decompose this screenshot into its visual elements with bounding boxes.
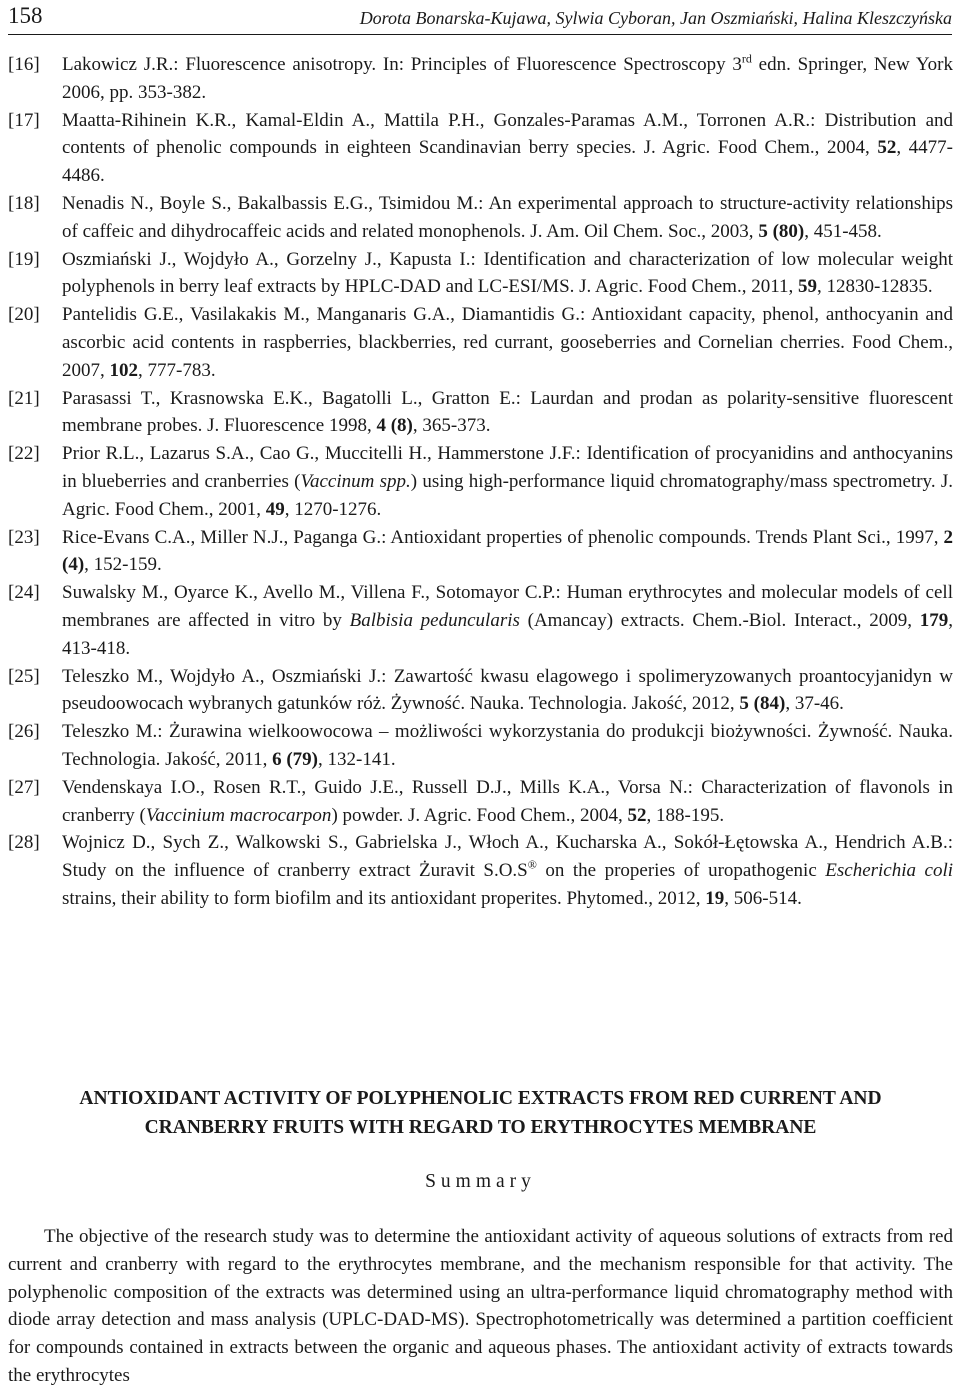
reference-number: [27] <box>8 776 40 798</box>
bold-text: 2 (4) <box>62 526 953 576</box>
reference-text <box>62 304 953 381</box>
reference-text <box>62 193 953 242</box>
italic-text: Vaccinum spp. <box>300 470 411 492</box>
bold-text: 52 <box>877 137 897 159</box>
reference-entry <box>8 718 953 774</box>
reference-text-run: Vendenskaya I.O., Rosen R.T., Guido J.E., Russell D.J., Mills K.A., Vorsa N.: Characterization of flavonols in cranberry ( <box>62 776 953 826</box>
reference-text <box>62 110 953 187</box>
reference-text-run: Teleszko M., Wojdyło A., Oszmiański J.: Zawartość kwasu elagowego i spolimeryzowanych proantocyjanidyn w pseudoowocach wybranych gatunków róż. Żywność. Nauka. Technologia. Jakość, 2012, <box>62 665 953 715</box>
reference-entry <box>8 246 953 302</box>
reference-text-run: ) using high-performance liquid chromatography/mass spectrometry. J. Agric. Food Chem., 2001, <box>62 470 953 520</box>
abstract-title-line-2: CRANBERRY FRUITS WITH REGARD TO ERYTHROCYTES MEMBRANE <box>144 1116 817 1138</box>
bold-text: 179 <box>919 609 949 631</box>
reference-text <box>62 443 953 520</box>
reference-text <box>62 666 953 715</box>
summary-heading: Summary <box>425 1171 536 1192</box>
reference-text-run: , 777-783. <box>138 359 216 381</box>
bold-text: 59 <box>798 276 817 298</box>
page-number: 158 <box>8 3 43 28</box>
reference-text-run: , 506-514. <box>724 887 802 909</box>
reference-text-run: Wojnicz D., Sych Z., Walkowski S., Gabrielska J., Włoch A., Kucharska A., Sokół-Łętowska A., Hendrich A.B.: Study on the influence of cranberry extract Żuravit S.O.S <box>62 832 953 882</box>
reference-text-run: on the properies of uropathogenic <box>536 860 826 882</box>
reference-number: [21] <box>8 387 40 409</box>
bold-text: 5 (80) <box>758 220 805 242</box>
reference-entry <box>8 440 953 523</box>
reference-text <box>62 582 953 659</box>
reference-text-run: , 365-373. <box>412 415 491 437</box>
running-head-authors: Dorota Bonarska-Kujawa, Sylwia Cyboran, Jan Oszmiański, Halina Kleszczyńska <box>359 8 952 28</box>
reference-text-run: , 451-458. <box>804 220 882 242</box>
reference-number: [25] <box>8 665 40 687</box>
reference-text <box>62 51 953 103</box>
reference-text-run: strains, their ability to form biofilm and its antioxidant properites. Phytomed., 2012, <box>62 887 706 909</box>
superscript-text: ® <box>527 857 537 872</box>
reference-text-run: , 12830-12835. <box>817 276 933 298</box>
reference-text-run: , 1270-1276. <box>284 498 382 520</box>
reference-entry <box>8 829 953 912</box>
reference-text-run: Lakowicz J.R.: Fluorescence anisotropy. In: Principles of Fluorescence Spectroscopy 3 <box>62 54 742 75</box>
reference-entry <box>8 663 953 719</box>
superscript-text: rd <box>741 51 752 66</box>
reference-text-run: Pantelidis G.E., Vasilakakis M., Manganaris G.A., Diamantidis G.: Antioxidant capacity, phenol, anthocyanin and ascorbic acid contents in raspberries, blackberries, red currant, gooseberries and Cornelian cherries. Food Chem., 2007, <box>62 304 953 381</box>
reference-text-run: , 4477-4486. <box>62 137 954 187</box>
reference-text <box>62 832 953 909</box>
bold-text: 52 <box>627 804 647 826</box>
reference-entry <box>8 190 953 246</box>
reference-entry <box>8 301 953 384</box>
reference-entry <box>8 774 953 830</box>
reference-text-run: edn. Springer, New York 2006, pp. 353-382. <box>62 54 953 103</box>
reference-number: [24] <box>8 582 40 604</box>
bold-text: 5 (84) <box>739 693 786 715</box>
reference-text <box>62 249 953 298</box>
running-head <box>8 2 952 34</box>
reference-number: [18] <box>8 192 40 214</box>
bold-text: 102 <box>109 359 138 381</box>
reference-text <box>62 777 953 826</box>
reference-text-run: , 188-195. <box>646 804 725 826</box>
header-rule <box>8 34 952 35</box>
reference-text-run: Nenadis N., Boyle S., Bakalbassis E.G., Tsimidou M.: An experimental approach to structure-activity relationships of caffeic and dihydrocaffeic acids and related monophenols. J. Am. Oil Chem. Soc., 2003, <box>62 192 953 242</box>
reference-number: [23] <box>8 526 40 548</box>
reference-number: [26] <box>8 721 40 743</box>
reference-number: [20] <box>8 304 40 326</box>
reference-entry <box>8 579 953 662</box>
italic-text: Balbisia peduncularis <box>349 609 520 631</box>
bold-text: 49 <box>265 498 285 520</box>
bold-text: 6 (79) <box>272 748 318 770</box>
bold-text: 4 (8) <box>376 415 413 437</box>
reference-text-run: Parasassi T., Krasnowska E.K., Bagatolli L., Gratton E.: Laurdan and prodan as polarity-sensitive fluorescent membrane probes. J. Fluorescence 1998, <box>62 387 953 437</box>
reference-text-run: (Amancay) extracts. Chem.-Biol. Interact., 2009, <box>519 609 920 631</box>
reference-text-run: Teleszko M.: Żurawina wielkoowocowa – możliwości wykorzystania do produkcji biożywności. Żywność. Nauka. Technologia. Jakość, 2011, <box>62 721 953 770</box>
reference-entry <box>8 385 953 441</box>
reference-entry <box>8 51 953 107</box>
reference-text-run: Rice-Evans C.A., Miller N.J., Paganga G.: Antioxidant properties of phenolic compounds. Trends Plant Sci., 1997, <box>62 526 944 548</box>
reference-text-run: , 132-141. <box>318 748 396 770</box>
reference-number: [17] <box>8 109 40 131</box>
reference-number: [28] <box>8 832 40 854</box>
reference-list <box>8 51 953 913</box>
reference-text-run: , 152-159. <box>84 554 162 576</box>
reference-text <box>62 388 953 437</box>
bold-text: 19 <box>705 887 725 909</box>
reference-text <box>62 527 953 576</box>
abstract-title <box>8 1085 953 1142</box>
reference-number: [19] <box>8 248 40 270</box>
italic-text: Escherichia coli <box>825 860 954 882</box>
reference-text-run: Maatta-Rihinein K.R., Kamal-Eldin A., Mattila P.H., Gonzales-Paramas A.M., Torronen A.R.: Distribution and contents of phenolic compounds in eighteen Scandinavian berry species. J. Agric. Food Chem., 2004, <box>62 109 953 159</box>
reference-text <box>62 721 953 770</box>
abstract-title-line-1: ANTIOXIDANT ACTIVITY OF POLYPHENOLIC EXTRACTS FROM RED CURRENT AND <box>79 1088 882 1109</box>
reference-text-run: , 413-418. <box>62 609 953 659</box>
reference-text-run: Suwalsky M., Oyarce K., Avello M., Villena F., Sotomayor C.P.: Human erythrocytes and molecular models of cell membranes are affected in vitro by <box>62 582 953 631</box>
reference-text-run: ) powder. J. Agric. Food Chem., 2004, <box>331 804 628 826</box>
reference-entry <box>8 524 953 580</box>
reference-entry <box>8 107 953 190</box>
reference-text-run: Prior R.L., Lazarus S.A., Cao G., Muccitelli H., Hammerstone J.F.: Identification of procyanidins and anthocyanins in blueberries and cranberries ( <box>62 443 953 492</box>
summary-paragraph: The objective of the research study was to determine the antioxidant activity of aqueous solutions of extracts from red current and cranberry with regard to the erythrocytes membrane, and the mechanism responsible for that activity. The polyphenolic composition of the extracts was determined using an ultra-performance liquid chromatography method with diode array detection and mass analysis (UPLC-DAD-MS). Spectrophotometrically was determined a partition coefficient for compounds contained in extracts between the organic and aqueous phases. The antioxidant activity of extracts towards the erythrocytes <box>8 1226 953 1386</box>
reference-text-run: Oszmiański J., Wojdyło A., Gorzelny J., Kapusta I.: Identification and characterization of low molecular weight polyphenols in berry leaf extracts by HPLC-DAD and LC-ESI/MS. J. Agric. Food Chem., 2011, <box>62 248 953 298</box>
reference-number: [22] <box>8 443 40 465</box>
reference-number: [16] <box>8 54 40 75</box>
italic-text: Vaccinium macrocarpon <box>145 804 332 826</box>
reference-text-run: , 37-46. <box>785 693 844 715</box>
